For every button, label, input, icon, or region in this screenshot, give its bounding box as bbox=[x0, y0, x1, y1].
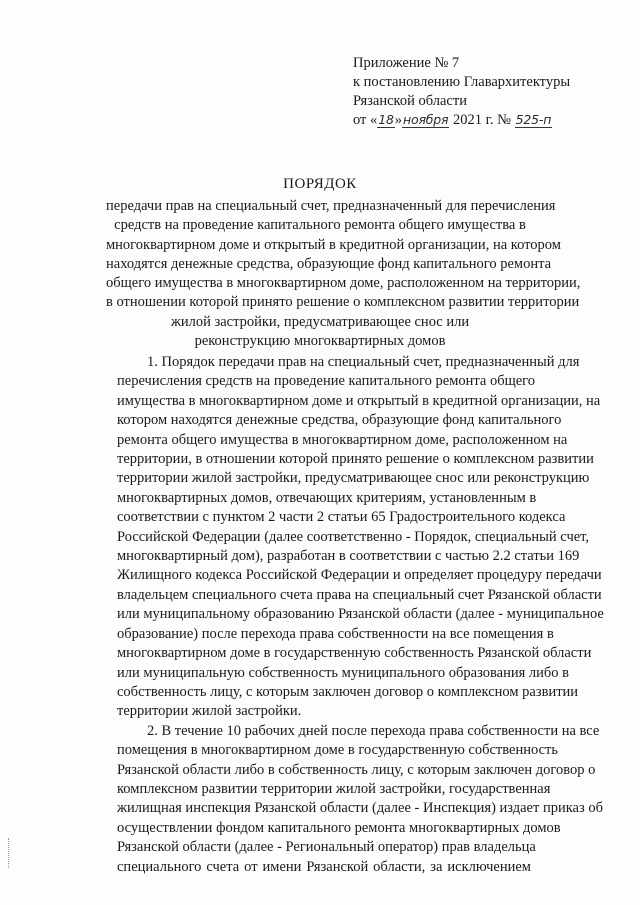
paragraph-1-line: перечисления средств на проведение капитального ремонта общего bbox=[117, 373, 536, 390]
paragraph-1-line: Жилищного кодекса Российской Федерации и определяет процедуру передачи bbox=[117, 567, 602, 584]
document-body bbox=[117, 353, 604, 877]
paragraph-2-line: комплексном развитии территории жилой застройки, государственная bbox=[117, 780, 551, 797]
paragraph-1-line: ремонта общего имущества в многоквартирном доме, расположенном на bbox=[117, 431, 568, 448]
paragraph-1-line: соответствии с пунктом 2 части 2 статьи 65 Градостроительного кодекса bbox=[117, 509, 566, 526]
paragraph-1-line: многоквартирных домов, отвечающих критериям, установленным в bbox=[117, 489, 537, 506]
appendix-region: Рязанской области bbox=[353, 93, 467, 109]
subtitle-line: общего имущества в многоквартирном доме, расположенном на территории, bbox=[106, 275, 581, 292]
subtitle-line: средств на проведение капитального ремонта общего имущества в bbox=[114, 217, 526, 234]
paragraph-2-line: Рязанской области (далее - Региональный оператор) прав владельца bbox=[117, 839, 536, 856]
paragraph-1-line: котором находятся денежные средства, образующие фонд капитального bbox=[117, 412, 562, 429]
subtitle-line: находятся денежные средства, образующие фонд капитального ремонта bbox=[106, 255, 552, 272]
handwritten-day: 18 bbox=[378, 112, 394, 127]
appendix-resolution-ref: к постановлению Главархитектуры bbox=[353, 74, 571, 90]
paragraph-2-line: специального счета от имени Рязанской области, за исключением bbox=[117, 858, 531, 875]
appendix-block bbox=[353, 54, 570, 130]
subtitle-line: жилой застройки, предусматривающее снос или bbox=[170, 313, 470, 330]
paragraph-1-line: имущества в многоквартирном доме и открытый в кредитной организации, на bbox=[117, 392, 601, 409]
paragraph-1-line: владельцем специального счета права на специальный счет Рязанской области bbox=[117, 586, 602, 603]
date-year: 2021 г. № bbox=[452, 112, 512, 128]
subtitle-line: передачи прав на специальный счет, предназначенный для перечисления bbox=[106, 198, 556, 214]
paragraph-1-line: или муниципальному образованию Рязанской области (далее - муниципальное bbox=[117, 606, 604, 623]
subtitle-line: многоквартирном доме и открытый в кредитной организации, на котором bbox=[106, 236, 561, 253]
paragraph-2-line: помещения в многоквартирном доме в государственную собственность bbox=[117, 742, 558, 759]
paragraph-1-line: территории жилой застройки, предусматривающее снос или реконструкцию bbox=[117, 470, 590, 487]
date-mid: » bbox=[394, 112, 403, 128]
handwritten-month: ноября bbox=[403, 112, 449, 127]
paragraph-1-line: Российской Федерации (далее соответственно - Порядок, специальный счет, bbox=[117, 528, 590, 545]
paragraph-2-line: 2. В течение 10 рабочих дней после перехода права собственности на все bbox=[147, 722, 600, 739]
paragraph-1-line: многоквартирном доме в государственную собственность Рязанской области bbox=[117, 645, 592, 662]
paragraph-2-line: Рязанской области либо в собственность лицу, с которым заключен договор о bbox=[117, 761, 596, 778]
paragraph-1-line: 1. Порядок передачи прав на специальный счет, предназначенный для bbox=[147, 354, 580, 370]
paragraph-1-line: образование) после перехода права собственности на все помещения в bbox=[117, 625, 554, 642]
appendix-number: Приложение № 7 bbox=[353, 55, 460, 71]
handwritten-number: 525-п bbox=[515, 112, 552, 127]
paragraph-1-line: собственность лицу, с которым заключен договор о комплексном развитии bbox=[117, 683, 579, 700]
paragraph-2-line: жилищная инспекция Рязанской области (далее - Инспекция) издает приказ об bbox=[117, 800, 603, 817]
paragraph-1-line: многоквартирный дом), разработан в соответствии с частью 2.2 статьи 169 bbox=[117, 548, 580, 565]
paragraph-2-line: осуществлении фондом капитального ремонта многоквартирных домов bbox=[117, 819, 561, 836]
subtitle-line: в отношении которой принято решение о комплексном развитии территории bbox=[106, 294, 580, 311]
document-title: ПОРЯДОК bbox=[283, 176, 357, 192]
margin-scan-mark bbox=[8, 838, 11, 868]
subtitle-line: реконструкцию многоквартирных домов bbox=[194, 333, 446, 350]
paragraph-1-line: территории жилой застройки. bbox=[117, 703, 302, 720]
document-subtitle bbox=[106, 197, 581, 351]
paragraph-1-line: или муниципальную собственность муниципального образования либо в bbox=[117, 664, 569, 681]
appendix-date-line bbox=[353, 111, 570, 130]
date-prefix: от « bbox=[353, 112, 378, 128]
paragraph-1-line: территории, в отношении которой принято решение о комплексном развитии bbox=[117, 451, 594, 468]
